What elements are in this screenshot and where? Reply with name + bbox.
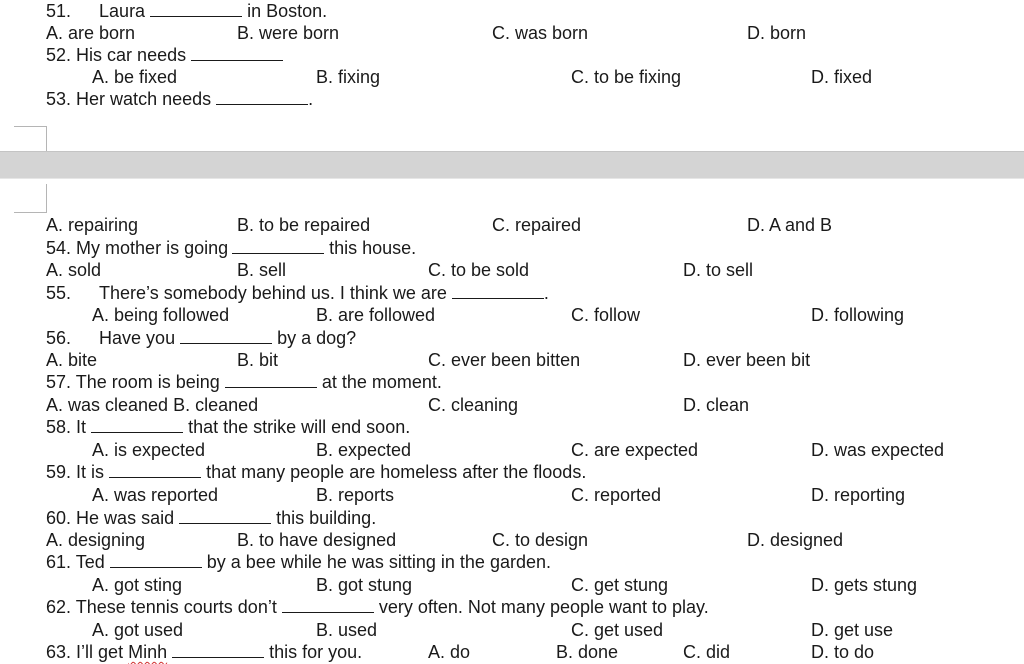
option-60a: A. designing [46, 530, 146, 550]
option-54a: A. sold [46, 260, 102, 280]
question-55 [46, 282, 549, 304]
option-58c: C. are expected [571, 440, 699, 460]
page-gap [0, 151, 1024, 179]
option-56d: D. ever been bit [683, 350, 811, 370]
option-62d: D. get use [811, 620, 894, 640]
option-56c: C. ever been bitten [428, 350, 581, 370]
option-63d: D. to do [811, 642, 875, 662]
answer-blank [232, 239, 324, 254]
question-57 [46, 371, 442, 393]
question-number: 57. [46, 372, 72, 392]
option-53a: A. repairing [46, 215, 139, 235]
option-58b: B. expected [316, 440, 412, 460]
answer-blank [172, 643, 264, 658]
option-57a: A. was cleaned [46, 395, 169, 415]
question-text: His car needs [76, 45, 187, 65]
option-59c: C. reported [571, 485, 662, 505]
question-52 [46, 44, 283, 66]
answer-blank [150, 2, 242, 17]
question-number: 54. [46, 238, 72, 258]
option-52d: D. fixed [811, 67, 873, 87]
question-text: this building. [276, 508, 377, 528]
option-61c: C. get stung [571, 575, 669, 595]
option-59a: A. was reported [92, 485, 219, 505]
question-number: 55. [46, 283, 72, 303]
option-54d: D. to sell [683, 260, 754, 280]
option-61b: B. got stung [316, 575, 413, 595]
option-51c: C. was born [492, 23, 589, 43]
option-54c: C. to be sold [428, 260, 530, 280]
question-51 [46, 0, 327, 22]
question-text: very often. Not many people want to play. [378, 597, 709, 617]
option-51d: D. born [747, 23, 807, 43]
question-text: Laura [99, 1, 146, 21]
option-57c: C. cleaning [428, 395, 519, 415]
question-text: this house. [329, 238, 417, 258]
option-56b: B. bit [237, 350, 279, 370]
question-text: at the moment. [321, 372, 442, 392]
question-number: 53. [46, 89, 72, 109]
option-55a: A. being followed [92, 305, 230, 325]
question-number: 51. [46, 1, 72, 21]
option-63b: B. done [556, 642, 619, 662]
question-text: Her watch needs [76, 89, 212, 109]
question-62 [46, 596, 709, 618]
option-53d: D. A and B [747, 215, 833, 235]
question-53 [46, 88, 313, 110]
question-63 [46, 641, 362, 663]
question-number: 61. [46, 552, 72, 572]
page-corner-mark [14, 184, 47, 213]
question-text: Ted [75, 552, 105, 572]
answer-blank [110, 553, 202, 568]
answer-blank [179, 509, 271, 524]
question-text: There’s somebody behind us. I think we are [99, 283, 447, 303]
question-text: The room is being [75, 372, 220, 392]
question-text: by a bee while he was sitting in the garden. [206, 552, 551, 572]
option-62c: C. get used [571, 620, 664, 640]
question-text: this for you. [269, 642, 363, 662]
option-59b: B. reports [316, 485, 395, 505]
question-text: It [76, 417, 87, 437]
option-52a: A. be fixed [92, 67, 178, 87]
option-57ab [46, 394, 258, 416]
question-text: These tennis courts don’t [75, 597, 277, 617]
question-text: that many people are homeless after the floods. [206, 462, 587, 482]
question-56 [46, 327, 356, 349]
option-60d: D. designed [747, 530, 844, 550]
option-56a: A. bite [46, 350, 98, 370]
question-text: in Boston. [247, 1, 328, 21]
question-60 [46, 507, 376, 529]
option-54b: B. sell [237, 260, 287, 280]
answer-blank [91, 418, 183, 433]
question-number: 52. [46, 45, 72, 65]
option-53b: B. to be repaired [237, 215, 371, 235]
option-52b: B. fixing [316, 67, 381, 87]
question-text: It is [76, 462, 105, 482]
question-59 [46, 461, 586, 483]
option-59d: D. reporting [811, 485, 906, 505]
option-57b: B. cleaned [173, 395, 259, 415]
option-60c: C. to design [492, 530, 589, 550]
question-text: Have you [99, 328, 176, 348]
option-57d: D. clean [683, 395, 750, 415]
question-number: 60. [46, 508, 72, 528]
question-58 [46, 416, 410, 438]
question-number: 56. [46, 328, 72, 348]
option-51b: B. were born [237, 23, 340, 43]
answer-blank [109, 463, 201, 478]
question-text: by a dog? [277, 328, 357, 348]
question-number: 58. [46, 417, 72, 437]
option-61d: D. gets stung [811, 575, 918, 595]
answer-blank [452, 284, 544, 299]
option-62a: A. got used [92, 620, 184, 640]
answer-blank [282, 598, 374, 613]
question-text: He was said [76, 508, 175, 528]
page-corner-mark [14, 126, 47, 153]
answer-blank [225, 373, 317, 388]
question-number: 62. [46, 597, 72, 617]
question-text: . [543, 283, 549, 303]
option-55c: C. follow [571, 305, 641, 325]
option-63a: A. do [428, 642, 471, 662]
option-58d: D. was expected [811, 440, 945, 460]
option-63c: C. did [683, 642, 731, 662]
spellcheck-word: Minh [128, 642, 168, 662]
answer-blank [180, 329, 272, 344]
option-62b: B. used [316, 620, 378, 640]
option-58a: A. is expected [92, 440, 206, 460]
question-text: . [308, 89, 314, 109]
question-text: that the strike will end soon. [188, 417, 411, 437]
question-number: 59. [46, 462, 72, 482]
option-60b: B. to have designed [237, 530, 397, 550]
question-54 [46, 237, 416, 259]
question-text: My mother is going [76, 238, 229, 258]
answer-blank [216, 90, 308, 105]
question-number: 63. [46, 642, 72, 662]
answer-blank [191, 46, 283, 61]
option-55d: D. following [811, 305, 905, 325]
question-text: I’ll get [76, 642, 124, 662]
option-51a: A. are born [46, 23, 136, 43]
question-61 [46, 551, 551, 573]
option-61a: A. got sting [92, 575, 183, 595]
option-55b: B. are followed [316, 305, 436, 325]
option-52c: C. to be fixing [571, 67, 682, 87]
option-53c: C. repaired [492, 215, 582, 235]
